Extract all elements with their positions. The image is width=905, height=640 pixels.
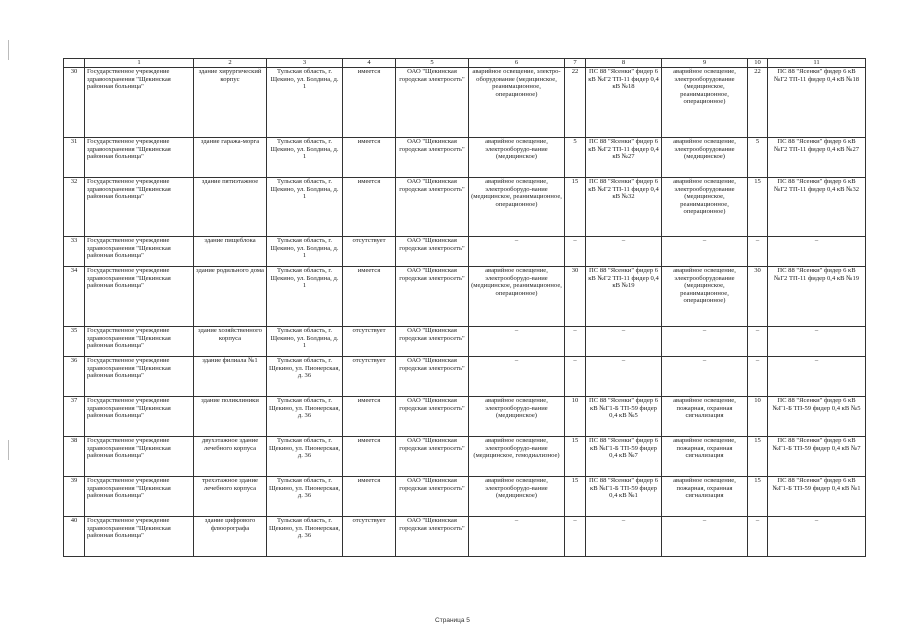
power-2-cell: – [748, 517, 768, 557]
supplier-cell: ОАО "Щекинская городская электросеть" [396, 138, 469, 178]
header-cell: 4 [343, 59, 396, 68]
consumers-2-cell: – [662, 357, 748, 397]
institution-cell: Государственное учреждение здравоохранения "Щекинская районная больница" [85, 357, 194, 397]
consumers-cell: – [469, 327, 565, 357]
power-2-cell: 15 [748, 437, 768, 477]
power-2-cell: 30 [748, 267, 768, 327]
table-row [64, 267, 866, 327]
power-2-cell: 10 [748, 397, 768, 437]
row-number-cell: 37 [64, 397, 85, 437]
column-number-row [64, 59, 866, 68]
row-number-cell: 34 [64, 267, 85, 327]
backup-status-cell: имеется [343, 178, 396, 237]
feeder-cell: ПС 88 "Ясенки" фидер 6 кВ №Г1-Б ТП-59 фидер 0,4 кВ №1 [586, 477, 662, 517]
consumers-2-cell: аварийное освещение, электрооборудование (медицинское) [662, 138, 748, 178]
feeder-2-cell: – [768, 517, 866, 557]
consumers-2-cell: – [662, 237, 748, 267]
feeder-2-cell: – [768, 357, 866, 397]
feeder-cell: – [586, 357, 662, 397]
backup-status-cell: имеется [343, 267, 396, 327]
row-number-cell: 38 [64, 437, 85, 477]
address-cell: Тульская область, г. Щекино, ул. Пионерская, д. 36 [267, 437, 343, 477]
consumers-2-cell: – [662, 327, 748, 357]
backup-status-cell: отсутствует [343, 327, 396, 357]
power-cell: 15 [565, 178, 586, 237]
table-row [64, 477, 866, 517]
institution-cell: Государственное учреждение здравоохранения "Щекинская районная больница" [85, 267, 194, 327]
institution-cell: Государственное учреждение здравоохранения "Щекинская районная больница" [85, 327, 194, 357]
power-2-cell: 15 [748, 477, 768, 517]
power-2-cell: 5 [748, 138, 768, 178]
institution-cell: Государственное учреждение здравоохранения "Щекинская районная больница" [85, 517, 194, 557]
row-number-cell: 36 [64, 357, 85, 397]
feeder-2-cell: ПС 88 "Ясенки" фидер 6 кВ №Г2 ТП-11 фидер 0,4 кВ №18 [768, 68, 866, 138]
row-number-cell: 31 [64, 138, 85, 178]
consumers-cell: аварийное освещение, электрооборудо-вание (медицинское) [469, 397, 565, 437]
consumers-cell: аварийное освещение, электро-оборудование (медицинское, реанимационное, операционное) [469, 68, 565, 138]
consumers-cell: аварийное освещение, электрооборудо-вание (медицинское, реанимационное, операционное) [469, 267, 565, 327]
consumers-2-cell: аварийное освещение, электрооборудование (медицинское, реанимационное, операционное) [662, 267, 748, 327]
consumers-cell: аварийное освещение, электрооборудо-вание (медицинское, гемодиализное) [469, 437, 565, 477]
building-cell: здание пятиэтажное [194, 178, 267, 237]
consumers-cell: – [469, 357, 565, 397]
building-cell: здание хирургический корпус [194, 68, 267, 138]
feeder-2-cell: ПС 88 "Ясенки" фидер 6 кВ №Г1-Б ТП-59 фидер 0,4 кВ №7 [768, 437, 866, 477]
backup-status-cell: имеется [343, 138, 396, 178]
address-cell: Тульская область, г. Щекино, ул. Пионерская, д. 36 [267, 397, 343, 437]
row-number-cell: 33 [64, 237, 85, 267]
consumers-cell: аварийное освещение, электрооборудо-вание (медицинское, реанимационное, операционное) [469, 178, 565, 237]
header-cell-blank [64, 59, 85, 68]
building-cell: здание филиала №1 [194, 357, 267, 397]
consumers-2-cell: аварийное освещение, электрооборудование (медицинское, реанимационное, операционное) [662, 68, 748, 138]
institution-cell: Государственное учреждение здравоохранения "Щекинская районная больница" [85, 138, 194, 178]
institution-cell: Государственное учреждение здравоохранения "Щекинская районная больница" [85, 237, 194, 267]
feeder-cell: ПС 88 "Ясенки" фидер 6 кВ №Г2 ТП-11 фидер 0,4 кВ №19 [586, 267, 662, 327]
power-cell: 15 [565, 437, 586, 477]
feeder-cell: ПС 88 "Ясенки" фидер 6 кВ №Г2 ТП-11 фидер 0,4 кВ №18 [586, 68, 662, 138]
feeder-cell: – [586, 237, 662, 267]
binding-mark [8, 40, 9, 60]
power-cell: – [565, 237, 586, 267]
consumers-2-cell: – [662, 517, 748, 557]
address-cell: Тульская область, г. Щекино, ул. Болдина, д. 1 [267, 138, 343, 178]
feeder-2-cell: ПС 88 "Ясенки" фидер 6 кВ №Г1-Б ТП-59 фидер 0,4 кВ №5 [768, 397, 866, 437]
binding-mark [8, 440, 9, 460]
header-cell: 8 [586, 59, 662, 68]
power-cell: – [565, 357, 586, 397]
supplier-cell: ОАО "Щекинская городская электросеть" [396, 357, 469, 397]
row-number-cell: 39 [64, 477, 85, 517]
header-cell: 2 [194, 59, 267, 68]
power-cell: – [565, 327, 586, 357]
supplier-cell: ОАО "Щекинская городская электросеть" [396, 477, 469, 517]
power-cell: 15 [565, 477, 586, 517]
power-2-cell: 22 [748, 68, 768, 138]
backup-status-cell: имеется [343, 477, 396, 517]
power-cell: 5 [565, 138, 586, 178]
backup-status-cell: имеется [343, 437, 396, 477]
address-cell: Тульская область, г. Щекино, ул. Болдина, д. 1 [267, 327, 343, 357]
supplier-cell: ОАО "Щекинская городская электросеть" [396, 68, 469, 138]
consumers-2-cell: аварийное освещение, электрооборудование (медицинское, реанимационное, операционное) [662, 178, 748, 237]
table-row [64, 437, 866, 477]
institution-cell: Государственное учреждение здравоохранения "Щекинская районная больница" [85, 437, 194, 477]
institution-cell: Государственное учреждение здравоохранения "Щекинская районная больница" [85, 178, 194, 237]
address-cell: Тульская область, г. Щекино, ул. Болдина, д. 1 [267, 68, 343, 138]
header-cell: 5 [396, 59, 469, 68]
header-cell: 3 [267, 59, 343, 68]
power-cell: – [565, 517, 586, 557]
header-cell: 11 [768, 59, 866, 68]
consumers-2-cell: аварийное освещение, пожарная, охранная сигнализация [662, 437, 748, 477]
registry-table [63, 58, 866, 557]
address-cell: Тульская область, г. Щекино, ул. Пионерская, д. 36 [267, 357, 343, 397]
feeder-cell: ПС 88 "Ясенки" фидер 6 кВ №Г1-Б ТП-59 фидер 0,4 кВ №5 [586, 397, 662, 437]
row-number-cell: 35 [64, 327, 85, 357]
consumers-2-cell: аварийное освещение, пожарная, охранная сигнализация [662, 397, 748, 437]
building-cell: двухэтажное здание лечебного корпуса [194, 437, 267, 477]
table-row [64, 327, 866, 357]
building-cell: здание хозяйственного корпуса [194, 327, 267, 357]
header-cell: 1 [85, 59, 194, 68]
address-cell: Тульская область, г. Щекино, ул. Пионерская, д. 36 [267, 477, 343, 517]
power-cell: 30 [565, 267, 586, 327]
header-cell: 7 [565, 59, 586, 68]
table-row [64, 68, 866, 138]
table-row [64, 357, 866, 397]
table-row [64, 178, 866, 237]
power-2-cell: 15 [748, 178, 768, 237]
feeder-cell: ПС 88 "Ясенки" фидер 6 кВ №Г2 ТП-11 фидер 0,4 кВ №27 [586, 138, 662, 178]
table-row [64, 397, 866, 437]
feeder-2-cell: ПС 88 "Ясенки" фидер 6 кВ №Г2 ТП-11 фидер 0,4 кВ №32 [768, 178, 866, 237]
header-cell: 9 [662, 59, 748, 68]
backup-status-cell: отсутствует [343, 237, 396, 267]
feeder-cell: – [586, 517, 662, 557]
feeder-cell: – [586, 327, 662, 357]
header-cell: 6 [469, 59, 565, 68]
supplier-cell: ОАО "Щекинская городская электросеть" [396, 397, 469, 437]
backup-status-cell: имеется [343, 397, 396, 437]
row-number-cell: 32 [64, 178, 85, 237]
power-2-cell: – [748, 327, 768, 357]
address-cell: Тульская область, г. Щекино, ул. Болдина, д. 1 [267, 178, 343, 237]
supplier-cell: ОАО "Щекинская городская электросеть" [396, 178, 469, 237]
address-cell: Тульская область, г. Щекино, ул. Болдина, д. 1 [267, 267, 343, 327]
consumers-cell: – [469, 517, 565, 557]
building-cell: здание цифрового флюорографа [194, 517, 267, 557]
page-number: Страница 5 [435, 617, 470, 624]
consumers-2-cell: аварийное освещение, пожарная, охранная сигнализация [662, 477, 748, 517]
institution-cell: Государственное учреждение здравоохранения "Щекинская районная больница" [85, 68, 194, 138]
power-2-cell: – [748, 237, 768, 267]
backup-status-cell: имеется [343, 68, 396, 138]
building-cell: здание гаража-морга [194, 138, 267, 178]
supplier-cell: ОАО "Щекинская городская электросеть" [396, 327, 469, 357]
institution-cell: Государственное учреждение здравоохранения "Щекинская районная больница" [85, 397, 194, 437]
row-number-cell: 30 [64, 68, 85, 138]
power-cell: 22 [565, 68, 586, 138]
building-cell: здание поликлиники [194, 397, 267, 437]
table-row [64, 138, 866, 178]
row-number-cell: 40 [64, 517, 85, 557]
supplier-cell: ОАО "Щекинская городская электросеть" [396, 437, 469, 477]
consumers-cell: аварийное освещение, электрооборудо-вание (медицинское) [469, 477, 565, 517]
backup-status-cell: отсутствует [343, 517, 396, 557]
feeder-2-cell: ПС 88 "Ясенки" фидер 6 кВ №Г2 ТП-11 фидер 0,4 кВ №19 [768, 267, 866, 327]
power-2-cell: – [748, 357, 768, 397]
header-cell: 10 [748, 59, 768, 68]
building-cell: здание родильного дома [194, 267, 267, 327]
consumers-cell: аварийное освещение, электрооборудо-вание (медицинское) [469, 138, 565, 178]
address-cell: Тульская область, г. Щекино, ул. Болдина, д. 1 [267, 237, 343, 267]
table-row [64, 517, 866, 557]
feeder-2-cell: – [768, 327, 866, 357]
building-cell: трехэтажное здание лечебного корпуса [194, 477, 267, 517]
building-cell: здание пищеблока [194, 237, 267, 267]
table-row [64, 237, 866, 267]
backup-status-cell: отсутствует [343, 357, 396, 397]
supplier-cell: ОАО "Щекинская городская электросеть" [396, 237, 469, 267]
supplier-cell: ОАО "Щекинская городская электросеть" [396, 267, 469, 327]
feeder-cell: ПС 88 "Ясенки" фидер 6 кВ №Г1-Б ТП-59 фидер 0,4 кВ №7 [586, 437, 662, 477]
feeder-2-cell: ПС 88 "Ясенки" фидер 6 кВ №Г2 ТП-11 фидер 0,4 кВ №27 [768, 138, 866, 178]
institution-cell: Государственное учреждение здравоохранения "Щекинская районная больница" [85, 477, 194, 517]
address-cell: Тульская область, г. Щекино, ул. Пионерская, д. 36 [267, 517, 343, 557]
feeder-2-cell: ПС 88 "Ясенки" фидер 6 кВ №Г1-Б ТП-59 фидер 0,4 кВ №1 [768, 477, 866, 517]
power-cell: 10 [565, 397, 586, 437]
consumers-cell: – [469, 237, 565, 267]
feeder-2-cell: – [768, 237, 866, 267]
supplier-cell: ОАО "Щекинская городская электросеть" [396, 517, 469, 557]
feeder-cell: ПС 88 "Ясенки" фидер 6 кВ №Г2 ТП-11 фидер 0,4 кВ №32 [586, 178, 662, 237]
